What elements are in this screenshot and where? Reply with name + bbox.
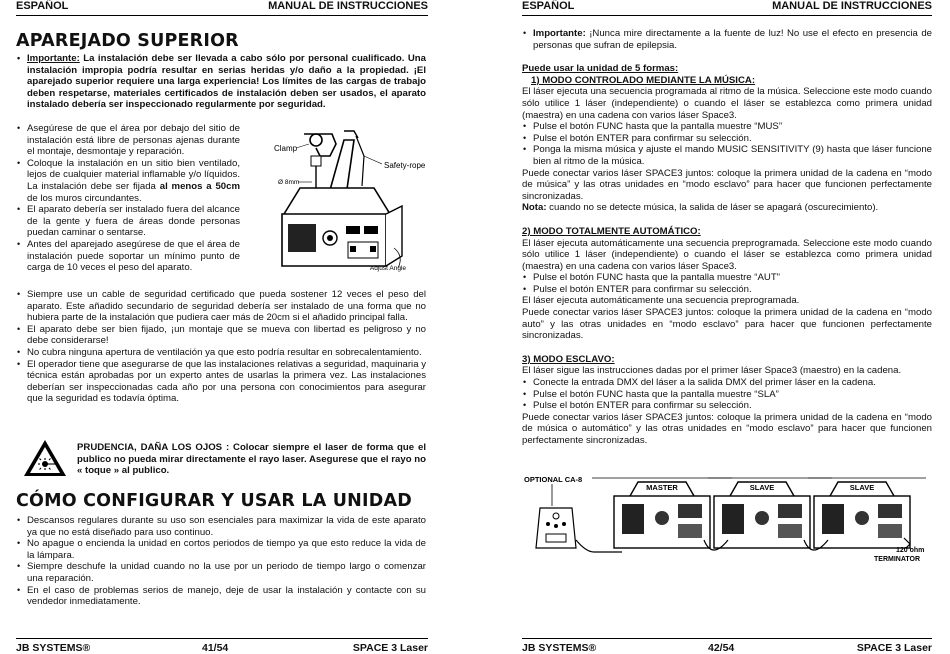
list-item: • No apague o encienda la unidad en cortos periodos de tiempo ya que esto reduce la vida de la lámpara. [16,538,426,561]
important-label: Importante: [533,28,586,39]
footer-page-number: 41/54 [202,642,229,654]
terminator-ohm-label: 120 ohm [896,547,925,554]
list-item: • Siempre use un cable de seguridad certificado que pueda sostener 12 veces el peso del aparato. Este añadido secundario de seguridad debería ser instalado de una forma que no hubiera parte de la instalación que pudiera caer más de 20cm si el añadido principal falla. [16,289,426,324]
mode2-title: 2) MODO TOTALMENTE AUTOMÁTICO: [522,225,701,237]
laser-warning-icon [22,438,68,478]
laser-unit-icon [282,206,402,266]
bold-distance: al menos a 50cm [159,180,240,192]
mode2-steps [522,272,932,295]
footer-product: SPACE 3 Laser [856,642,932,654]
list-item: • Pulse el botón ENTER para confirmar su selección. [522,284,932,296]
list-item: • Descansos regulares durante su uso son esenciales para maximizar la vida de este aparato ya que no está diseñado para uso continuo. [16,515,426,538]
list-item-tail: de los muros circundantes. [27,192,142,204]
left-header [16,0,428,16]
header-language: ESPAÑOL [16,0,69,12]
mode1-text: El láser ejecuta una secuencia programada al ritmo de la música. Seleccione este modo cuando sólo utilice 1 láser (independiente) o cuando el láser se establezca como primera unidad (maestra) en una cadena con varios láser Space3. [522,86,932,121]
slave2-label: SLAVE [849,483,875,492]
note-text: cuando no se detecte música, la salida de láser se apagará (oscurecimiento). [546,202,879,214]
note-label: Nota: [522,202,547,214]
list-item: • Antes del aparejado asegúrese de que el área de instalación puede soportar un mínimo punto de carga de 10 veces el peso del aparato. [16,239,240,274]
mode2-text2: El láser ejecuta automáticamente una secuencia preprogramada. [522,295,800,307]
list-item-text: Coloque la instalación en un sitio bien ventilado, lejos de cualquier material inflamable y/o líquidos. La instalación debe ser fijada [27,157,240,192]
master-label: MASTER [646,483,678,492]
mode2-text: El láser ejecuta automáticamente una secuencia preprogramada. Seleccione este modo cuando sólo utilice 1 láser (independiente) o cuando el láser se establezca como primera unidad (maestra) en una cadena con varios láser Space3. [522,237,932,272]
header-title: MANUAL DE INSTRUCCIONES [268,0,428,12]
list-item: • En el caso de problemas serios de manejo, deje de usar la instalación y contacte con su vendedor inmediatamente. [16,585,426,608]
left-footer [16,638,428,654]
important-item [522,28,932,51]
heading-aparejado: APAREJADO SUPERIOR [16,31,239,51]
footer-brand: JB SYSTEMS® [16,642,91,654]
list-item: • El operador tiene que asegurarse de que las instalaciones relativas a seguridad, maquinaria y técnica están aprobadas por un experto antes de usarlas la primera vez. Las instalaciones deberían ser inspeccionadas cada año por una persona con conocimientos para asegurar que la seguridad es todavía óptima. [16,359,426,405]
diameter-label: Ø 8mm [278,179,300,186]
footer-product: SPACE 3 Laser [352,642,428,654]
right-header [522,0,932,16]
modes-intro: Puede usar la unidad de 5 formas: [522,63,679,75]
left-page [16,0,428,654]
mode1-steps [522,121,932,167]
list-item: • Pulse el botón ENTER para confirmar su selección. [522,400,932,412]
footer-page-number: 42/54 [708,642,735,654]
important-text: La instalación debe ser llevada a cabo sólo por personal cualificado. Una instalación impropia podría resultar en serias heridas y/o daño a la propiedad. ¡El aparejado superior requiere una larga experiencia! Los límites de las cargas de trabajo deben respetarse, materiales certificados de instalación deben ser usados, el aparato instalado debería ser inspeccionado regularmente por seguridad. [27,53,426,111]
list-item [16,158,240,204]
remote-controller-icon [536,508,576,548]
list-item: • El aparato debería ser instalado fuera del alcance de la gente y fuera de áreas donde personas puedan caminar o sentarse. [16,204,240,239]
mode3-text: El láser sigue las instrucciones dadas por el primer láser Space3 (maestro) en la cadena. [522,365,902,377]
header-language: ESPAÑOL [522,0,575,12]
eye-warning-text: PRUDENCIA, DAÑA LOS OJOS : Colocar siempre el laser de forma que el publico no pueda mirar directamente el rayo laser. Asegurese que el rayo no « toque » al publico. [77,442,426,477]
mode1-title: 1) MODO CONTROLADO MEDIANTE LA MÚSICA: [531,74,756,86]
list-item: • Pulse el botón FUNC hasta que la pantalla muestre “AUT” [522,272,932,284]
mode3-steps [522,377,932,412]
mode3-chain-text: Puede conectar varios láser SPACE3 juntos: coloque la primera unidad de la cadena en “modo de música o automático” y las otras unidades en “modo esclavo” para hacer que funcionen perfectamente sincronizadas. [522,411,932,446]
clamp-label: Clamp [274,144,298,153]
list-item: • El aparato debe ser bien fijado, ¡un montaje que se mueva con libertad es peligroso y no debe considerarse! [16,324,426,347]
list-item: • Siempre deschufe la unidad cuando no la use por un periodo de tiempo largo o comenzar una reparación. [16,561,426,584]
right-body [522,28,932,447]
important-list [522,28,932,51]
safety-rope-label: Safety-rope [384,161,426,170]
narrow-bullet-list [16,123,240,274]
usage-bullet-list [16,515,426,608]
header-title: MANUAL DE INSTRUCCIONES [772,0,932,12]
slave1-label: SLAVE [749,483,775,492]
mode1-chain-text: Puede conectar varios láser SPACE3 juntos: coloque la primera unidad de la cadena en “modo de música” y las otras unidades en “modo esclavo” para hacer que funcionen perfectamente sincronizadas. [522,167,932,202]
heading-configurar: CÓMO CONFIGURAR Y USAR LA UNIDAD [16,491,412,511]
terminator-label: TERMINATOR [874,556,921,563]
list-item: • Conecte la entrada DMX del láser a la salida DMX del primer láser en la cadena. [522,377,932,389]
wide-bullet-list [16,289,426,405]
important-block [16,53,426,111]
mode1-note [522,202,932,214]
list-item: • Ponga la misma música y ajuste el mando MUSIC SENSITIVITY (9) hasta que láser funcione bien al ritmo de la música. [522,144,932,167]
right-footer [522,638,932,654]
important-item [16,53,426,111]
rigging-figure [254,126,428,276]
adjust-angle-label: Adjust Angle [369,265,406,272]
right-page [522,0,932,654]
important-label: Importante: [27,53,80,64]
list-item: • No cubra ninguna apertura de ventilación ya que esto podría resultar en sobrecalentamiento. [16,347,426,359]
list-item: • Asegúrese de que el área por debajo del sitio de instalación está libre de personas ajenas durante el montaje, desmontaje y reparación. [16,123,240,158]
important-text: ¡Nunca mire directamente a la fuente de luz! No use el efecto en presencia de personas que sufran de epilepsia. [533,28,932,51]
mode3-title: 3) MODO ESCLAVO: [522,353,615,365]
dmx-chain-diagram [522,468,932,578]
list-item: • Pulse el botón ENTER para confirmar su selección. [522,133,932,145]
list-item: • Pulse el botón FUNC hasta que la pantalla muestre “SLA” [522,389,932,401]
optional-ca8-label: OPTIONAL CA-8 [524,475,583,484]
mode2-chain-text: Puede conectar varios láser SPACE3 juntos: coloque la primera unidad de la cadena en “modo auto” y las otras unidades en “modo esclavo” para hacer que funcionen perfectamente sincronizadas. [522,307,932,342]
footer-brand: JB SYSTEMS® [522,642,597,654]
list-item: • Pulse el botón FUNC hasta que la pantalla muestre “MUS” [522,121,932,133]
